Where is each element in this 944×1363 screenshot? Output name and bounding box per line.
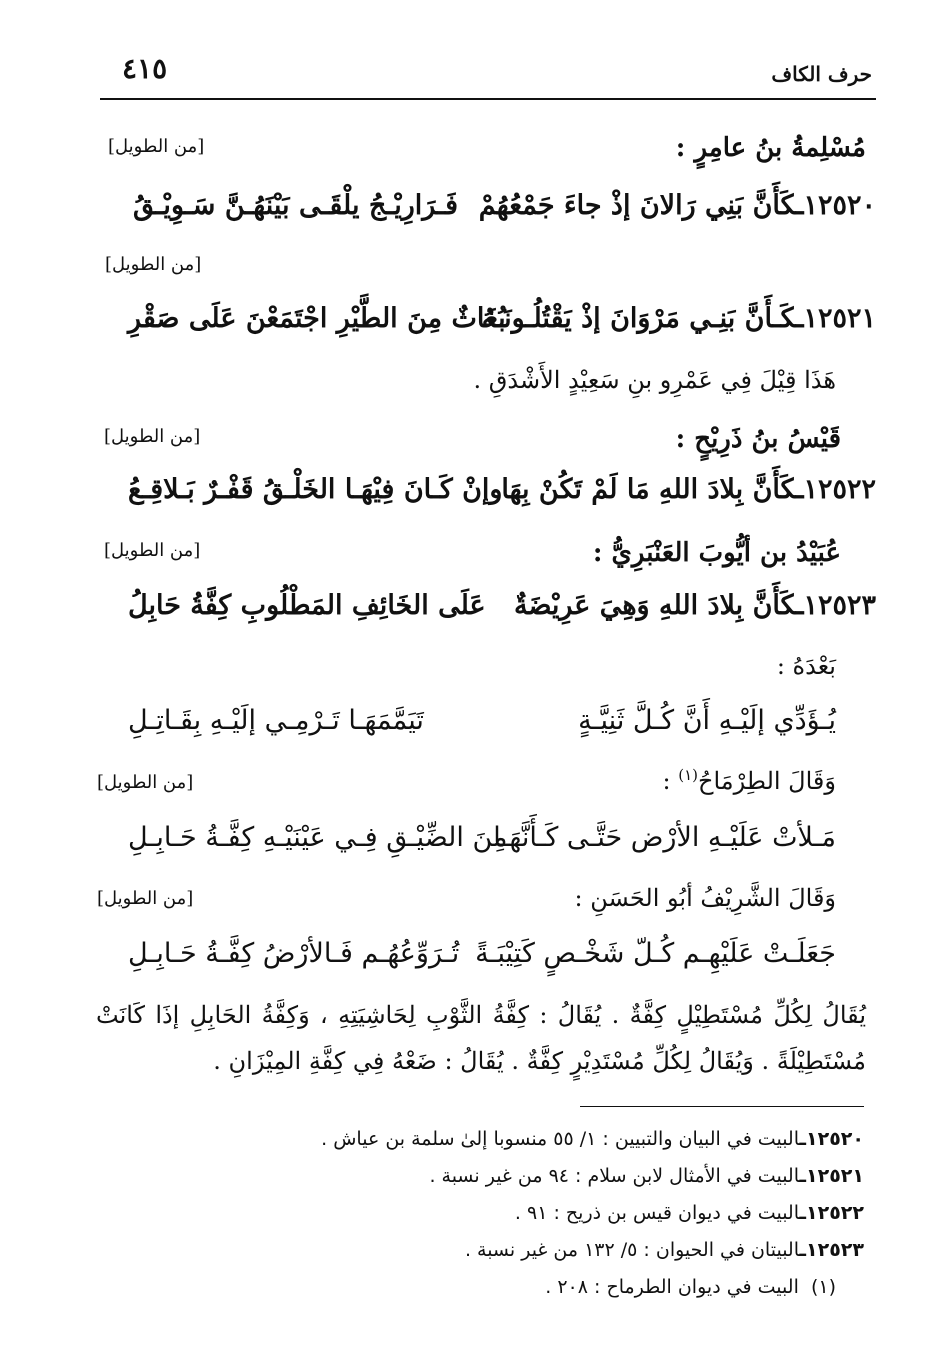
page-header — [100, 50, 874, 100]
footnote: (١) البيت في ديوان الطرماح : ٢٠٨ . — [545, 1276, 836, 1298]
footnote-rule — [580, 1106, 864, 1107]
header-rule — [100, 98, 876, 100]
page-number: ٤١٥ — [122, 52, 168, 85]
poet-name: قَيْسُ بنُ ذَرِيْحٍ : — [675, 424, 841, 454]
verse-first-hemistich: ١٢٥٢٣ـكَأَنَّ بِلادَ اللهِ وَهِيَ عَرِيْضَةٌ — [514, 590, 876, 621]
verse-first-hemistich: ١٢٥٢١ـكَـأَنَّ بَنِـي مَرْوَانَ إذْ يَقْتُلُـونَـهُ — [481, 303, 876, 334]
verse-number: ١٢٥٢٠ـ — [795, 190, 876, 221]
poet-intro: وَقَالَ الشَّرِيْفُ أبُو الحَسَنِ : — [574, 884, 836, 912]
verse-number: ١٢٥٢١ـ — [795, 303, 876, 334]
meter-label: [من الطويل] — [104, 426, 201, 447]
verse-second-hemistich: فَـرَارِيْـجُ يلْقَـى بَيْنَهُـنَّ سَـوِيْـقُ — [133, 190, 458, 221]
verse-number: ١٢٥٢٣ـ — [795, 590, 876, 621]
footnote: ١٢٥٢٢ـالبيت في ديوان قيس بن ذريح : ٩١ . — [514, 1202, 864, 1224]
verse-second-hemistich: تُـرَوِّعُهُـم فَـالأرْضُ كِفَّـةُ حَـابِـلِ — [128, 938, 460, 969]
verse-second-hemistich: تَيَمَّمَهَـا تَـرْمِـي إلَيْـهِ بِقَـاتِـلِ — [128, 705, 424, 736]
chapter-title: حرف الكاف — [771, 62, 872, 86]
verse-number: ١٢٥٢٢ـ — [795, 474, 876, 505]
meter-label: [من الطويل] — [108, 136, 205, 157]
verse-first-hemistich: مَـلأتْ عَلَيْـهِ الأرْض حَتَّـى كَـأَنَّهَـا — [493, 822, 836, 853]
poet-name: مُسْلِمةُ بنُ عامِرٍ : — [675, 133, 866, 163]
verse-second-hemistich: عَلَى الخَائِفِ المَطْلُوبِ كِفَّةُ حَابِلُ — [128, 590, 486, 621]
meter-label: [من الطويل] — [105, 254, 202, 275]
meter-label: [من الطويل] — [97, 888, 194, 909]
footnote-ref: (١) — [678, 766, 698, 784]
verse-note: بَعْدَهُ : — [776, 652, 836, 680]
footnote: ١٢٥٢٣ـالبيتان في الحيوان : ٥/ ١٣٢ من غير نسبة . — [464, 1239, 864, 1261]
poet-intro: وَقَالَ الطِرْمَاحُ$^{(١)}$ : — [662, 766, 836, 795]
verse-first-hemistich: جَعَلَـتْ عَلَيْهِـم كُـلّ شَخْـصٍ كَتِيْبَـةً — [475, 938, 836, 969]
verse-second-hemistich: وإنْ كَـانَ فِيْهَـا الخَلْـقُ قَفْـرٌ بَـلاقِـعُ — [128, 474, 503, 505]
footnote: ١٢٥٢١ـالبيت في الأمثال لابن سلام : ٩٤ من غير نسبة . — [429, 1165, 864, 1187]
verse-first-hemistich: ١٢٥٢٢ـكَأَنَّ بِلادَ اللهِ مَا لَمْ تَكُنْ بِهَا — [501, 474, 876, 505]
verse-second-hemistich: بُغَاثٌ مِنَ الطَّيْرِ اجْتَمَعْنَ عَلَى صَقْرِ — [128, 303, 506, 334]
footnote: ١٢٥٢٠ـالبيت في البيان والتبيين : ١/ ٥٥ منسوبا إلىٰ سلمة بن عياش . — [321, 1128, 864, 1150]
verse-note: هَذَا قِيْلَ فِي عَمْرِو بنِ سَعِيْدٍ الأَشْدَقِ . — [473, 366, 836, 394]
verse-second-hemistich: مِنَ الضِّيْـقِ فِـي عَيْنَيْـهِ كِفَّـةُ حَـابِـلِ — [128, 822, 508, 853]
poet-name: عُبَيْدُ بن أيُّوبَ العَنْبَرِيُّ : — [592, 538, 841, 568]
meter-label: [من الطويل] — [104, 540, 201, 561]
verse-first-hemistich: يُـؤَدِّي إلَيْـهِ أَنَّ كُـلَّ ثَنِيَّـةٍ — [578, 705, 836, 736]
commentary-paragraph: يُقَالُ لِكُلِّ مُسْتَطِيْلٍ كِفَّةٌ . يُقَالُ : كِفَّةُ الثَّوْبِ لِحَاشِيَتِهِ ، وَكِفَّةُ الحَابِلِ إذَا كَانَتْ مُسْتَطِيْلَةً . وَيُقَالُ لِكُلِّ مُسْتَدِيْرٍ كِفَّةٌ . يُقَالُ : ضَعْهُ فِي كِفَّةِ المِيْزَانِ . — [96, 1001, 866, 1075]
verse-first-hemistich: ١٢٥٢٠ـكَأَنَّ بَنِي رَالانَ إذْ جاءَ جَمْعُهُمْ — [478, 190, 876, 221]
meter-label: [من الطويل] — [97, 772, 194, 793]
